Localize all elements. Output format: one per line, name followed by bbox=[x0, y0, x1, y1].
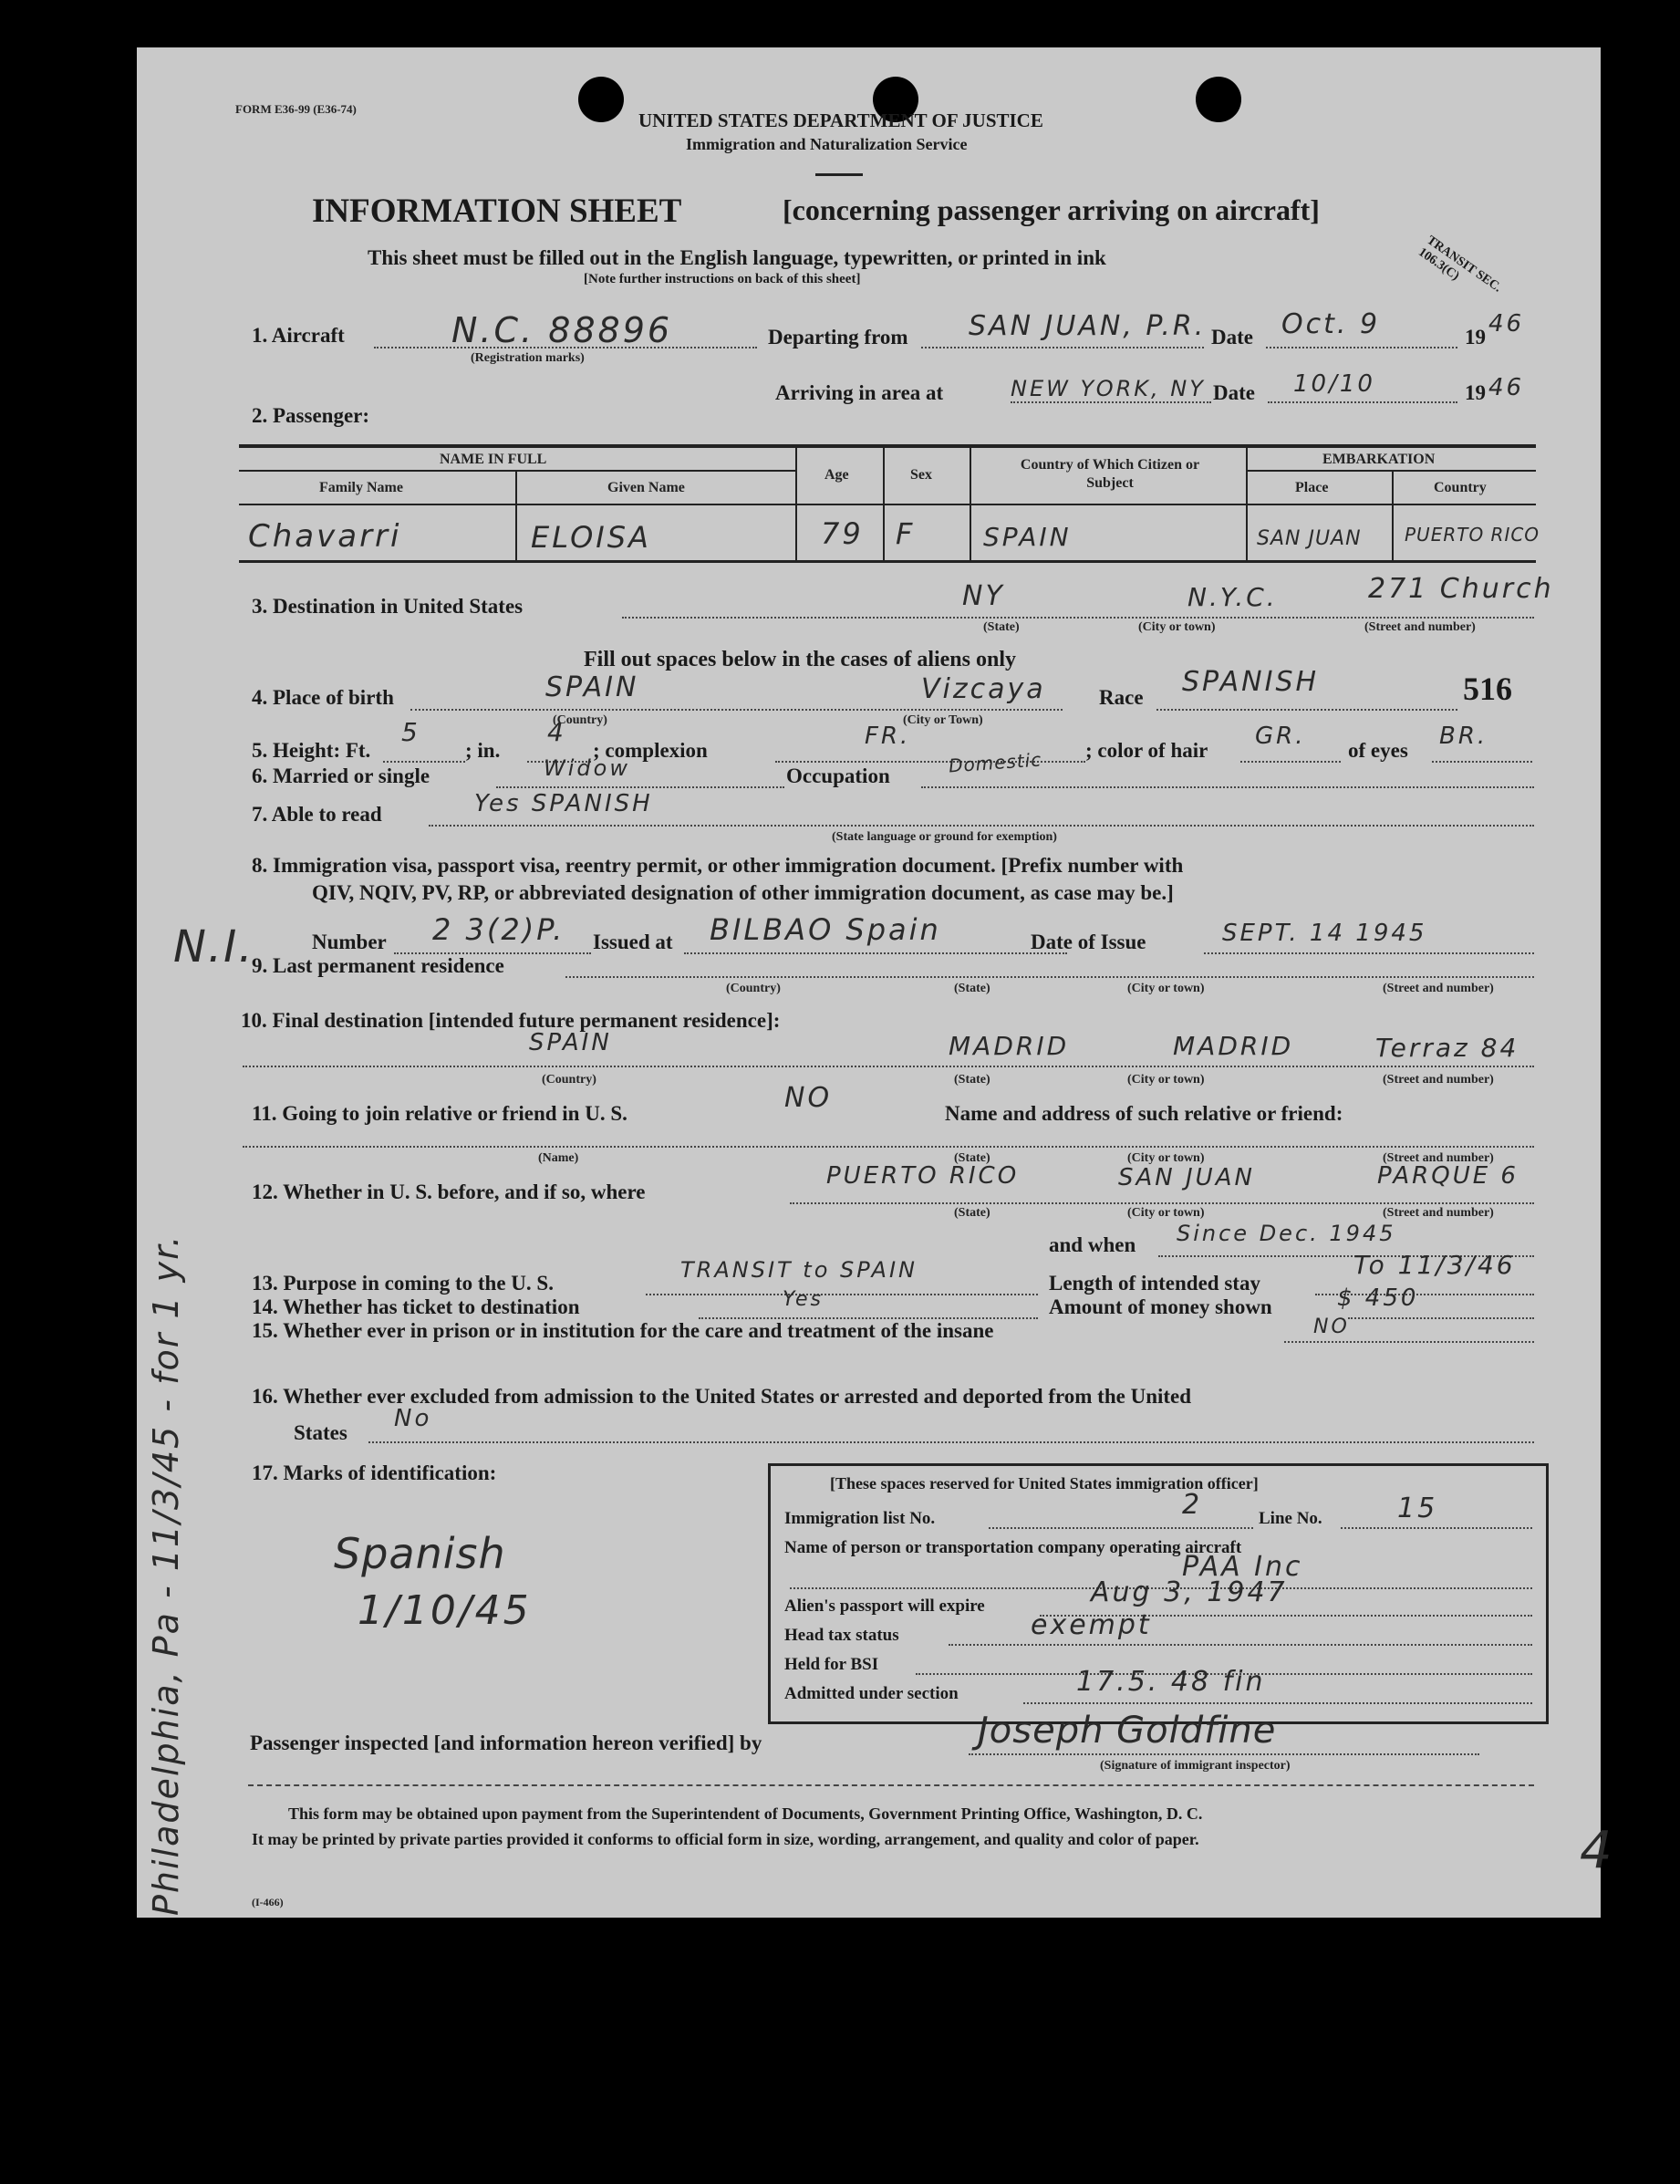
col-divider bbox=[795, 446, 797, 560]
transit-stamp: TRANSIT SEC. 106.3(C) bbox=[1416, 234, 1504, 296]
before-city-value[interactable]: SAN JUAN bbox=[1118, 1164, 1255, 1191]
immigration-line2: QIV, NQIV, PV, RP, or abbreviated designation of other immigration document, as case may be.] bbox=[312, 881, 1174, 904]
aircraft-value[interactable]: N.C. 88896 bbox=[451, 310, 673, 350]
table-top-rule bbox=[239, 444, 1536, 448]
page-title-bracket: [concerning passenger arriving on aircraft] bbox=[783, 193, 1320, 226]
money-line bbox=[1348, 1317, 1534, 1319]
bsi-label: Held for BSI bbox=[784, 1655, 879, 1674]
purpose-value[interactable]: TRANSIT to SPAIN bbox=[680, 1257, 918, 1283]
family-name-value[interactable]: Chavarri bbox=[248, 518, 402, 555]
departing-value[interactable]: SAN JUAN, P.R. bbox=[969, 310, 1207, 342]
prison-line bbox=[1284, 1341, 1534, 1343]
col-divider bbox=[515, 472, 517, 560]
number-label: Number bbox=[312, 931, 387, 953]
col-divider bbox=[970, 446, 971, 560]
before-line bbox=[790, 1202, 1534, 1204]
admitted-line bbox=[1023, 1702, 1532, 1704]
arr-date-line bbox=[1268, 401, 1457, 403]
read-caption: (State language or ground for exemption) bbox=[832, 830, 1057, 844]
issued-line bbox=[684, 952, 1067, 954]
dest-street-caption: (Street and number) bbox=[1364, 620, 1476, 634]
arr-year-value[interactable]: 46 bbox=[1488, 374, 1525, 401]
issued-label: Issued at bbox=[593, 931, 673, 953]
stamp-number: 516 bbox=[1463, 671, 1512, 707]
list-no-value[interactable]: 2 bbox=[1182, 1489, 1203, 1521]
eyes-line bbox=[1432, 761, 1532, 763]
complexion-value[interactable]: FR. bbox=[865, 723, 911, 750]
last-residence-label: 9. Last permanent residence bbox=[252, 954, 504, 977]
eyes-value[interactable]: BR. bbox=[1439, 723, 1488, 750]
last-residence-line bbox=[565, 976, 1534, 978]
sex-value[interactable]: F bbox=[896, 516, 916, 551]
number-value[interactable]: 2 3(2)P. bbox=[432, 912, 565, 947]
header-name-in-full: NAME IN FULL bbox=[440, 452, 547, 467]
birth-city-value[interactable]: Vizcaya bbox=[921, 673, 1046, 705]
marks-label: 17. Marks of identification: bbox=[252, 1461, 497, 1484]
destination-label: 3. Destination in United States bbox=[252, 595, 524, 618]
dep-date-value[interactable]: Oct. 9 bbox=[1281, 308, 1381, 340]
final-dest-country-value[interactable]: SPAIN bbox=[529, 1029, 612, 1056]
inspected-line bbox=[969, 1753, 1479, 1755]
read-label: 7. Able to read bbox=[252, 803, 382, 826]
dest-state-value[interactable]: NY bbox=[962, 580, 1005, 612]
issued-value[interactable]: BILBAO Spain bbox=[710, 912, 941, 947]
join-label: 11. Going to join relative or friend in U. S. bbox=[252, 1102, 627, 1125]
footer-line1: This form may be obtained upon payment from the Superintendent of Documents, Government Printing Office, Washington, D. C. bbox=[288, 1804, 1203, 1823]
form-number: FORM E36-99 (E36-74) bbox=[235, 102, 357, 116]
passenger-label: 2. Passenger: bbox=[252, 404, 370, 427]
arr-year-prefix: 19 bbox=[1465, 381, 1486, 404]
occupation-label: Occupation bbox=[786, 764, 890, 787]
arriving-value[interactable]: NEW YORK, NY bbox=[1011, 376, 1206, 401]
money-value[interactable]: $ 450 bbox=[1337, 1284, 1419, 1312]
hair-value[interactable]: GR. bbox=[1255, 723, 1306, 750]
aliens-heading: Fill out spaces below in the cases of aliens only bbox=[584, 648, 1017, 671]
hair-label: ; color of hair bbox=[1085, 739, 1208, 762]
join-line bbox=[243, 1146, 1534, 1148]
emb-place-value[interactable]: SAN JUAN bbox=[1257, 527, 1362, 550]
dest-city-caption: (City or town) bbox=[1138, 620, 1216, 634]
headtax-line bbox=[949, 1644, 1532, 1646]
before-street-caption: (Street and number) bbox=[1383, 1206, 1494, 1220]
admitted-value[interactable]: 17.5. 48 fin bbox=[1076, 1666, 1266, 1698]
header-place: Place bbox=[1295, 480, 1329, 495]
when-label: and when bbox=[1049, 1233, 1136, 1256]
given-name-value[interactable]: ELOISA bbox=[531, 520, 651, 555]
excluded-line1: 16. Whether ever excluded from admission to the United States or arrested and deported from the United bbox=[252, 1385, 1192, 1408]
join-state-caption: (State) bbox=[954, 1151, 990, 1165]
header-sex: Sex bbox=[910, 467, 932, 483]
before-state-caption: (State) bbox=[954, 1206, 990, 1220]
col-divider bbox=[1392, 472, 1394, 560]
height-ft-line bbox=[383, 761, 465, 763]
birth-country-value[interactable]: SPAIN bbox=[545, 671, 639, 703]
headtax-value[interactable]: exempt bbox=[1031, 1609, 1152, 1641]
department-name: UNITED STATES DEPARTMENT OF JUSTICE bbox=[638, 109, 1043, 131]
headtax-label: Head tax status bbox=[784, 1626, 899, 1645]
final-dest-label: 10. Final destination [intended future permanent residence]: bbox=[241, 1009, 781, 1032]
last-res-city-caption: (City or town) bbox=[1127, 982, 1205, 995]
inspector-signature: Joseph Goldfine bbox=[978, 1710, 1277, 1752]
header-embarkation: EMBARKATION bbox=[1322, 452, 1436, 467]
final-dest-state-value[interactable]: MADRID bbox=[949, 1031, 1070, 1061]
married-label: 6. Married or single bbox=[252, 764, 430, 787]
subtitle-note: [Note further instructions on back of this sheet] bbox=[584, 272, 861, 286]
read-line bbox=[429, 825, 1534, 827]
page-title: INFORMATION SHEET bbox=[312, 192, 682, 230]
issue-date-line bbox=[1204, 952, 1534, 954]
dest-state-caption: (State) bbox=[983, 620, 1020, 634]
inspected-label: Passenger inspected [and information hereon verified] by bbox=[250, 1732, 762, 1754]
subtitle: This sheet must be filled out in the English language, typewritten, or printed in ink bbox=[368, 246, 1106, 269]
departing-label: Departing from bbox=[768, 326, 908, 348]
occupation-value[interactable]: Domestic bbox=[948, 748, 1042, 777]
marks-handwriting-2: 1/10/45 bbox=[358, 1587, 532, 1634]
height-in-label: ; in. bbox=[465, 739, 501, 762]
married-line bbox=[496, 786, 784, 788]
citizen-value[interactable]: SPAIN bbox=[983, 522, 1072, 552]
immigration-line1: 8. Immigration visa, passport visa, reentry permit, or other immigration document. [Prefix number with bbox=[252, 854, 1184, 877]
stay-value[interactable]: To 11/3/46 bbox=[1353, 1250, 1516, 1280]
purpose-line bbox=[646, 1294, 1038, 1295]
service-name: Immigration and Naturalization Service bbox=[686, 135, 968, 153]
col-divider bbox=[883, 446, 885, 560]
when-value[interactable]: Since Dec. 1945 bbox=[1177, 1221, 1396, 1246]
height-label: 5. Height: Ft. bbox=[252, 739, 371, 762]
last-res-street-caption: (Street and number) bbox=[1383, 982, 1494, 995]
excluded-line2: States bbox=[294, 1421, 347, 1444]
admitted-label: Admitted under section bbox=[784, 1684, 959, 1703]
officer-heading: [These spaces reserved for United States immigration officer] bbox=[830, 1474, 1259, 1492]
complexion-label: ; complexion bbox=[593, 739, 708, 762]
final-dest-street-caption: (Street and number) bbox=[1383, 1073, 1494, 1087]
header-emb-country: Country bbox=[1434, 480, 1487, 495]
final-dest-street-value[interactable]: Terraz 84 bbox=[1375, 1033, 1519, 1063]
before-city-caption: (City or town) bbox=[1127, 1206, 1205, 1220]
prison-value[interactable]: NO bbox=[1313, 1316, 1350, 1338]
before-street-value[interactable]: PARQUE 6 bbox=[1377, 1162, 1519, 1190]
ticket-label: 14. Whether has ticket to destination bbox=[252, 1295, 580, 1318]
birth-country-caption: (Country) bbox=[553, 713, 607, 727]
arriving-label: Arriving in area at bbox=[775, 381, 944, 404]
eyes-label: of eyes bbox=[1348, 739, 1408, 762]
issue-date-value[interactable]: SEPT. 14 1945 bbox=[1222, 920, 1427, 947]
age-value[interactable]: 79 bbox=[821, 516, 864, 551]
company-label: Name of person or transportation company operating aircraft bbox=[784, 1538, 1242, 1557]
join-name-label: Name and address of such relative or friend: bbox=[945, 1102, 1343, 1125]
header-given: Given Name bbox=[607, 480, 685, 495]
footer-divider bbox=[248, 1784, 1534, 1786]
birth-label: 4. Place of birth bbox=[252, 686, 394, 709]
form-code: (I-466) bbox=[252, 1896, 284, 1908]
company-value[interactable]: PAA Inc bbox=[1182, 1551, 1303, 1583]
join-name-caption: (Name) bbox=[538, 1151, 579, 1165]
height-ft-value[interactable]: 5 bbox=[401, 717, 420, 747]
aircraft-label: 1. Aircraft bbox=[252, 324, 345, 347]
dest-city-value[interactable]: N.Y.C. bbox=[1187, 582, 1278, 612]
dep-year-prefix: 19 bbox=[1465, 326, 1486, 348]
dep-date-line bbox=[1266, 347, 1457, 348]
passport-label: Alien's passport will expire bbox=[784, 1596, 985, 1616]
join-value[interactable]: NO bbox=[784, 1082, 833, 1114]
final-dest-state-caption: (State) bbox=[954, 1073, 990, 1087]
stay-label: Length of intended stay bbox=[1049, 1272, 1260, 1295]
read-value[interactable]: Yes SPANISH bbox=[474, 790, 653, 817]
list-no-line bbox=[989, 1527, 1253, 1529]
ticket-value[interactable]: Yes bbox=[783, 1288, 824, 1311]
arr-date-value[interactable]: 10/10 bbox=[1293, 370, 1375, 398]
punch-hole bbox=[578, 77, 624, 122]
before-label: 12. Whether in U. S. before, and if so, where bbox=[252, 1180, 646, 1203]
departing-line bbox=[921, 347, 1204, 348]
arriving-line bbox=[1011, 401, 1211, 403]
before-state-value[interactable]: PUERTO RICO bbox=[826, 1162, 1020, 1190]
married-value[interactable]: Widow bbox=[544, 755, 630, 781]
registration-caption: (Registration marks) bbox=[471, 351, 585, 365]
name-rule bbox=[239, 470, 795, 472]
date-label: Date bbox=[1211, 326, 1253, 348]
excluded-line bbox=[368, 1441, 1534, 1443]
line-no-label: Line No. bbox=[1259, 1509, 1322, 1528]
header-country: Country of Which Citizen or Subject bbox=[1020, 457, 1200, 491]
final-dest-line bbox=[243, 1066, 1534, 1067]
race-line bbox=[1156, 709, 1457, 711]
punch-hole bbox=[1196, 77, 1241, 122]
margin-note: N.I. bbox=[173, 921, 254, 972]
issue-date-label: Date of Issue bbox=[1031, 931, 1146, 953]
last-res-country-caption: (Country) bbox=[726, 982, 781, 995]
table-bottom-rule bbox=[239, 560, 1536, 563]
signature-caption: (Signature of immigrant inspector) bbox=[1100, 1759, 1291, 1773]
final-dest-city-value[interactable]: MADRID bbox=[1173, 1031, 1294, 1061]
footer-line2: It may be printed by private parties provided it conforms to official form in size, wording, arrangement, and quality and color of paper. bbox=[252, 1830, 1199, 1848]
race-value[interactable]: SPANISH bbox=[1182, 666, 1320, 698]
height-in-value[interactable]: 4 bbox=[547, 717, 566, 747]
col-divider bbox=[1246, 446, 1248, 560]
hair-line bbox=[1240, 761, 1341, 763]
line-no-line bbox=[1341, 1527, 1532, 1529]
race-label: Race bbox=[1099, 686, 1144, 709]
birth-city-caption: (City or Town) bbox=[903, 713, 983, 727]
header-bottom-rule bbox=[239, 504, 1536, 505]
list-no-label: Immigration list No. bbox=[784, 1509, 936, 1528]
join-street-caption: (Street and number) bbox=[1383, 1151, 1494, 1165]
final-dest-city-caption: (City or town) bbox=[1127, 1073, 1205, 1087]
excluded-value[interactable]: No bbox=[394, 1405, 432, 1432]
line-no-value[interactable]: 15 bbox=[1397, 1492, 1438, 1524]
arr-date-label: Date bbox=[1213, 381, 1255, 404]
header-age: Age bbox=[824, 467, 849, 483]
occupation-line bbox=[921, 786, 1534, 788]
prison-label: 15. Whether ever in prison or in institution for the care and treatment of the insane bbox=[252, 1319, 994, 1342]
emb-country-value[interactable]: PUERTO RICO bbox=[1405, 524, 1540, 546]
final-dest-country-caption: (Country) bbox=[542, 1073, 596, 1087]
birth-line bbox=[410, 709, 1063, 711]
money-label: Amount of money shown bbox=[1049, 1295, 1272, 1318]
passport-value[interactable]: Aug 3, 1947 bbox=[1091, 1576, 1288, 1608]
side-note: Philadelphia, Pa - 11/3/45 - for 1 yr. bbox=[146, 1233, 186, 1916]
page-number: 4 bbox=[1580, 1821, 1615, 1880]
destination-line bbox=[622, 617, 1534, 619]
header-divider bbox=[815, 173, 863, 176]
purpose-label: 13. Purpose in coming to the U. S. bbox=[252, 1272, 554, 1295]
header-family: Family Name bbox=[319, 480, 403, 495]
dest-street-value[interactable]: 271 Church bbox=[1368, 573, 1554, 605]
marks-handwriting-1: Spanish bbox=[334, 1529, 506, 1578]
join-city-caption: (City or town) bbox=[1127, 1151, 1205, 1165]
last-res-state-caption: (State) bbox=[954, 982, 990, 995]
dep-year-value[interactable]: 46 bbox=[1488, 310, 1525, 338]
